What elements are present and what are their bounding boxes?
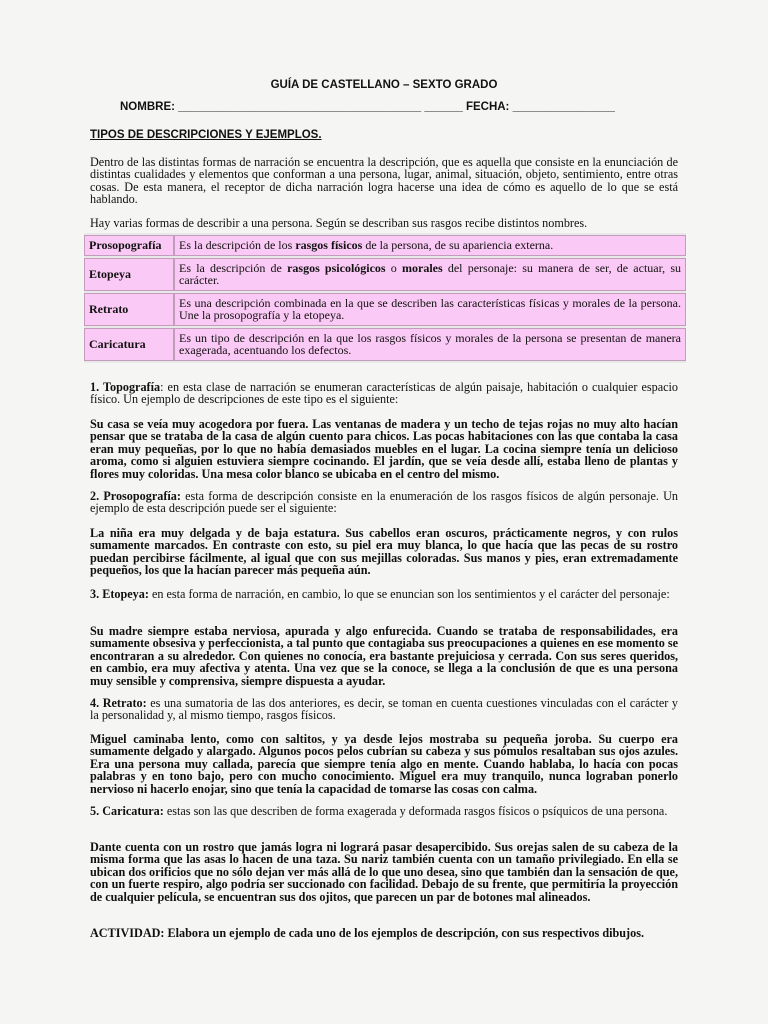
table-row (84, 258, 686, 291)
section-text: estas son las que describen de forma exagerada y deformada rasgos físicos o psíquicos de una persona. (163, 804, 668, 818)
term-cell: Retrato (84, 293, 174, 326)
etopeya-example: Su madre siempre estaba nerviosa, apurada y algo enfurecida. Cuando se trataba de responsabilidades, era sumamente obsesiva y perfeccionista, a tal punto que contagiaba sus preocupaciones a quienes en ese momento se encontraran a su alrededor. Con quienes no conocía, era bastante prejuiciosa y cerrada. Con sus seres queridos, en cambio, era muy afectiva y atenta. Una vez que se la conoce, se llega a la conclusión de que es una persona muy sensible y comprensiva, siempre dispuesta a ayudar. (90, 624, 678, 688)
section-lead: 5. Caricatura: (90, 804, 164, 818)
intro-paragraph: Dentro de las distintas formas de narración se encuentra la descripción, que es aquella que consiste en la enunciación de distintas cualidades y elementos que conforman a una persona, lugar, animal, situación, objeto, sentimiento, entre otras cosas. De esta manera, el receptor de dicha narración logra hacerse una idea de cómo es aquello de lo que se está hablando. (90, 155, 678, 207)
topografia-example: Su casa se veía muy acogedora por fuera. Las ventanas de madera y un techo de tejas rojas no muy alto hacían pensar que se trataba de la casa de algún cuento para chicos. Las pocas habitaciones con las que contaba la casa eran muy pequeñas, por lo que no había demasiados muebles en el lugar. La cocina siempre tenía un delicioso aroma, como si alguien estuviera siempre cocinando. El jardín, que se veía desde allí, estaba lleno de plantas y flores muy coloridas. Una mesa color blanco se ubicaba en el centro del mismo. (90, 417, 678, 481)
etopeya-paragraph (90, 588, 678, 600)
caricatura-example: Dante cuenta con un rostro que jamás logra ni logrará pasar desapercibido. Sus orejas salen de su cabeza de la misma forma que las asas lo hacen de una taza. Su nariz también cuenta con un tamaño privilegiado. En ella se ubican dos orificios que no sólo dejan ver más allá de lo que uno desea, sino que también dan la sensación de que, con un fuerte respiro, algo podría ser succionado con facilidad. Debajo de su frente, que permitiría la proyección de cualquier película, se encuentran sus dos ojitos, que parecen un par de botones mal alineados. (90, 840, 678, 904)
section-text: es una sumatoria de las dos anteriores, es decir, se toman en cuenta cuestiones vinculadas con el carácter y la personalidad y, al mismo tiempo, rasgos físicos. (90, 696, 678, 723)
name-date-line: NOMBRE: ______________________________________ ______ FECHA: ________________ (120, 101, 615, 113)
term-cell: Prosopografía (84, 235, 174, 256)
table-row (84, 235, 686, 256)
page-title: GUÍA DE CASTELLANO – SEXTO GRADO (270, 79, 498, 91)
section-heading: TIPOS DE DESCRIPCIONES Y EJEMPLOS. (90, 129, 322, 141)
definition-cell: Es una descripción combinada en la que se describen las características físicas y morales de la persona. Une la prosopografía y la etopeya. (174, 293, 686, 326)
definition-text: Es la descripción de (179, 260, 288, 275)
prosopografia-paragraph (90, 490, 678, 515)
table-row (84, 328, 686, 361)
definition-cell (174, 258, 686, 291)
term-cell: Caricatura (84, 328, 174, 361)
retrato-example: Miguel caminaba lento, como con saltitos, y ya desde lejos mostraba su pequeña joroba. Su cuerpo era sumamente delgado y alargado. Algunos pocos pelos cubrían su cabeza y sus pómulos resaltaban sus ojos azules. Era una persona muy callada, parecía que siempre tenía algo en mente. Cuando hablaba, lo hacía con pocas palabras y en tono bajo, pero con mucho conocimiento. Miguel era muy tranquilo, nunca lograban ponerlo nervioso ni hacerlo enojar, sino que tenía la capacidad de tomarse las cosas con calma. (90, 732, 678, 796)
section-text: : en esta clase de narración se enumeran características de algún paisaje, habitación o cualquier espacio físico. Un ejemplo de descripciones de este tipo es el siguiente: (90, 380, 678, 407)
definition-cell: Es un tipo de descripción en la que los rasgos físicos y morales de la persona se presentan de manera exagerada, acentuando los defectos. (174, 328, 686, 361)
definition-cell (174, 235, 686, 256)
section-lead: 3. Etopeya: (90, 587, 149, 601)
prosopografia-example: La niña era muy delgada y de baja estatura. Sus cabellos eran oscuros, prácticamente negros, y con rulos sumamente marcados. En contraste con esto, su piel era muy blanca, lo que hacía que las pecas de su rostro puedan percibirse fácilmente, al igual que con sus mejillas coloradas. Sus manos y pies, eran extremadamente pequeños, los que la hacían parecer más pequeña aún. (90, 526, 678, 578)
retrato-paragraph (90, 697, 678, 722)
definition-bold: rasgos físicos (295, 238, 363, 252)
intro-persons-paragraph: Hay varias formas de describir a una persona. Según se describan sus rasgos recibe distintos nombres. (90, 216, 588, 230)
activity-instruction: ACTIVIDAD: Elabora un ejemplo de cada uno de los ejemplos de descripción, con sus respectivos dibujos. (90, 926, 645, 940)
table-row (84, 293, 686, 326)
definition-text: del personaje: su manera de ser, de actuar, su carácter. (179, 260, 681, 287)
section-text: esta forma de descripción consiste en la enumeración de los rasgos físicos de algún personaje. Un ejemplo de esta descripción puede ser el siguiente: (90, 489, 678, 516)
definition-text: de la persona, de su apariencia externa. (362, 238, 554, 252)
topografia-paragraph (90, 381, 678, 406)
section-text: en esta forma de narración, en cambio, lo que se enuncian son los sentimientos y el carácter del personaje: (148, 587, 670, 601)
caricatura-paragraph (90, 805, 678, 817)
section-lead: 2. Prosopografía: (90, 489, 181, 503)
section-lead: 4. Retrato: (90, 696, 147, 710)
definition-text: o (385, 260, 402, 275)
section-lead: 1. Topografía (90, 380, 161, 394)
term-cell: Etopeya (84, 258, 174, 291)
definition-text: Es la descripción de los (179, 238, 296, 252)
definition-bold: rasgos psicológicos (287, 260, 386, 275)
description-types-table (84, 233, 686, 363)
definition-bold: morales (402, 260, 443, 275)
